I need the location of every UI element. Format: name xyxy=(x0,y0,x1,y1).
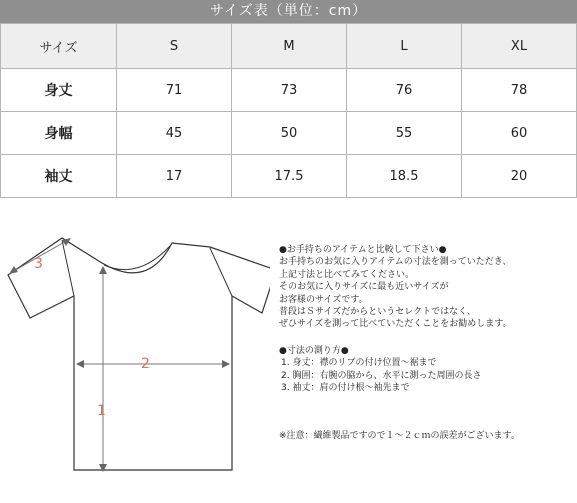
header-cell-l: L xyxy=(347,24,462,69)
table-cell: 73 xyxy=(232,69,347,112)
table-cell: 17 xyxy=(117,155,232,198)
measure-step: 1. 身丈：襟のリブの付け位置～裾まで xyxy=(281,358,437,369)
table-cell: 18.5 xyxy=(347,155,462,198)
notes-line: そのお気に入りサイズに最も近いサイズが xyxy=(279,282,449,293)
arrow-3-left xyxy=(9,266,18,274)
table-cell: 55 xyxy=(347,112,462,155)
header-cell-m: M xyxy=(232,24,347,69)
arrow-1-bottom xyxy=(99,464,107,472)
size-table-header-row xyxy=(1,24,577,69)
table-cell: 71 xyxy=(117,69,232,112)
notes-heading-method: ●寸法の測り方● xyxy=(279,345,349,356)
arrow-2-right xyxy=(222,360,230,368)
notes-line: ぜひサイズを測って比べていただくことをお勧めします。 xyxy=(279,319,512,330)
caution-note: ※注意：繊維製品ですので１～２ｃｍの誤差がございます。 xyxy=(279,431,520,442)
measure-label-2: 2 xyxy=(141,356,150,372)
size-table-title: サイズ表（単位：cm） xyxy=(0,0,577,23)
table-cell: 78 xyxy=(462,69,577,112)
header-cell-size: サイズ xyxy=(1,24,117,69)
tshirt-outline xyxy=(8,238,270,470)
notes-line: 上記寸法と比べてみてください。 xyxy=(279,269,415,280)
arrow-1-top xyxy=(99,266,107,274)
table-cell: 20 xyxy=(462,155,577,198)
notes-line: お客様のサイズです。 xyxy=(279,294,368,305)
measure-label-3: 3 xyxy=(34,256,43,272)
notes-heading-compare: ●お手持ちのアイテムと比較して下さい● xyxy=(279,245,447,255)
sleeve-seam-right xyxy=(210,248,232,296)
header-cell-s: S xyxy=(117,24,232,69)
notes-line: お手持ちのお気に入りアイテムの寸法を測っていただき、 xyxy=(279,257,512,268)
table-cell: 60 xyxy=(462,112,577,155)
sleeve-seam-left xyxy=(62,240,74,296)
tshirt-measurement-diagram xyxy=(0,206,270,503)
table-row xyxy=(1,69,577,112)
tshirt-neckline xyxy=(104,246,170,270)
row-label-sleeve-length: 袖丈 xyxy=(1,155,117,198)
table-cell: 45 xyxy=(117,112,232,155)
measure-step: 3. 袖丈：肩の付け根～袖先まで xyxy=(281,383,410,394)
header-cell-xl: XL xyxy=(462,24,577,69)
row-label-body-length: 身丈 xyxy=(1,69,117,112)
table-cell: 76 xyxy=(347,69,462,112)
arrow-2-left xyxy=(76,360,84,368)
notes-line: 普段はＳサイズだからというセレクトではなく、 xyxy=(279,307,476,318)
size-table xyxy=(0,23,577,198)
measure-step: 2. 胸囲：右腕の脇から、水平に測った周囲の長さ xyxy=(281,370,482,381)
row-label-body-width: 身幅 xyxy=(1,112,117,155)
table-cell: 17.5 xyxy=(232,155,347,198)
table-row xyxy=(1,155,577,198)
size-notes xyxy=(279,244,575,443)
measure-label-1: 1 xyxy=(97,403,106,419)
table-row xyxy=(1,112,577,155)
table-cell: 50 xyxy=(232,112,347,155)
